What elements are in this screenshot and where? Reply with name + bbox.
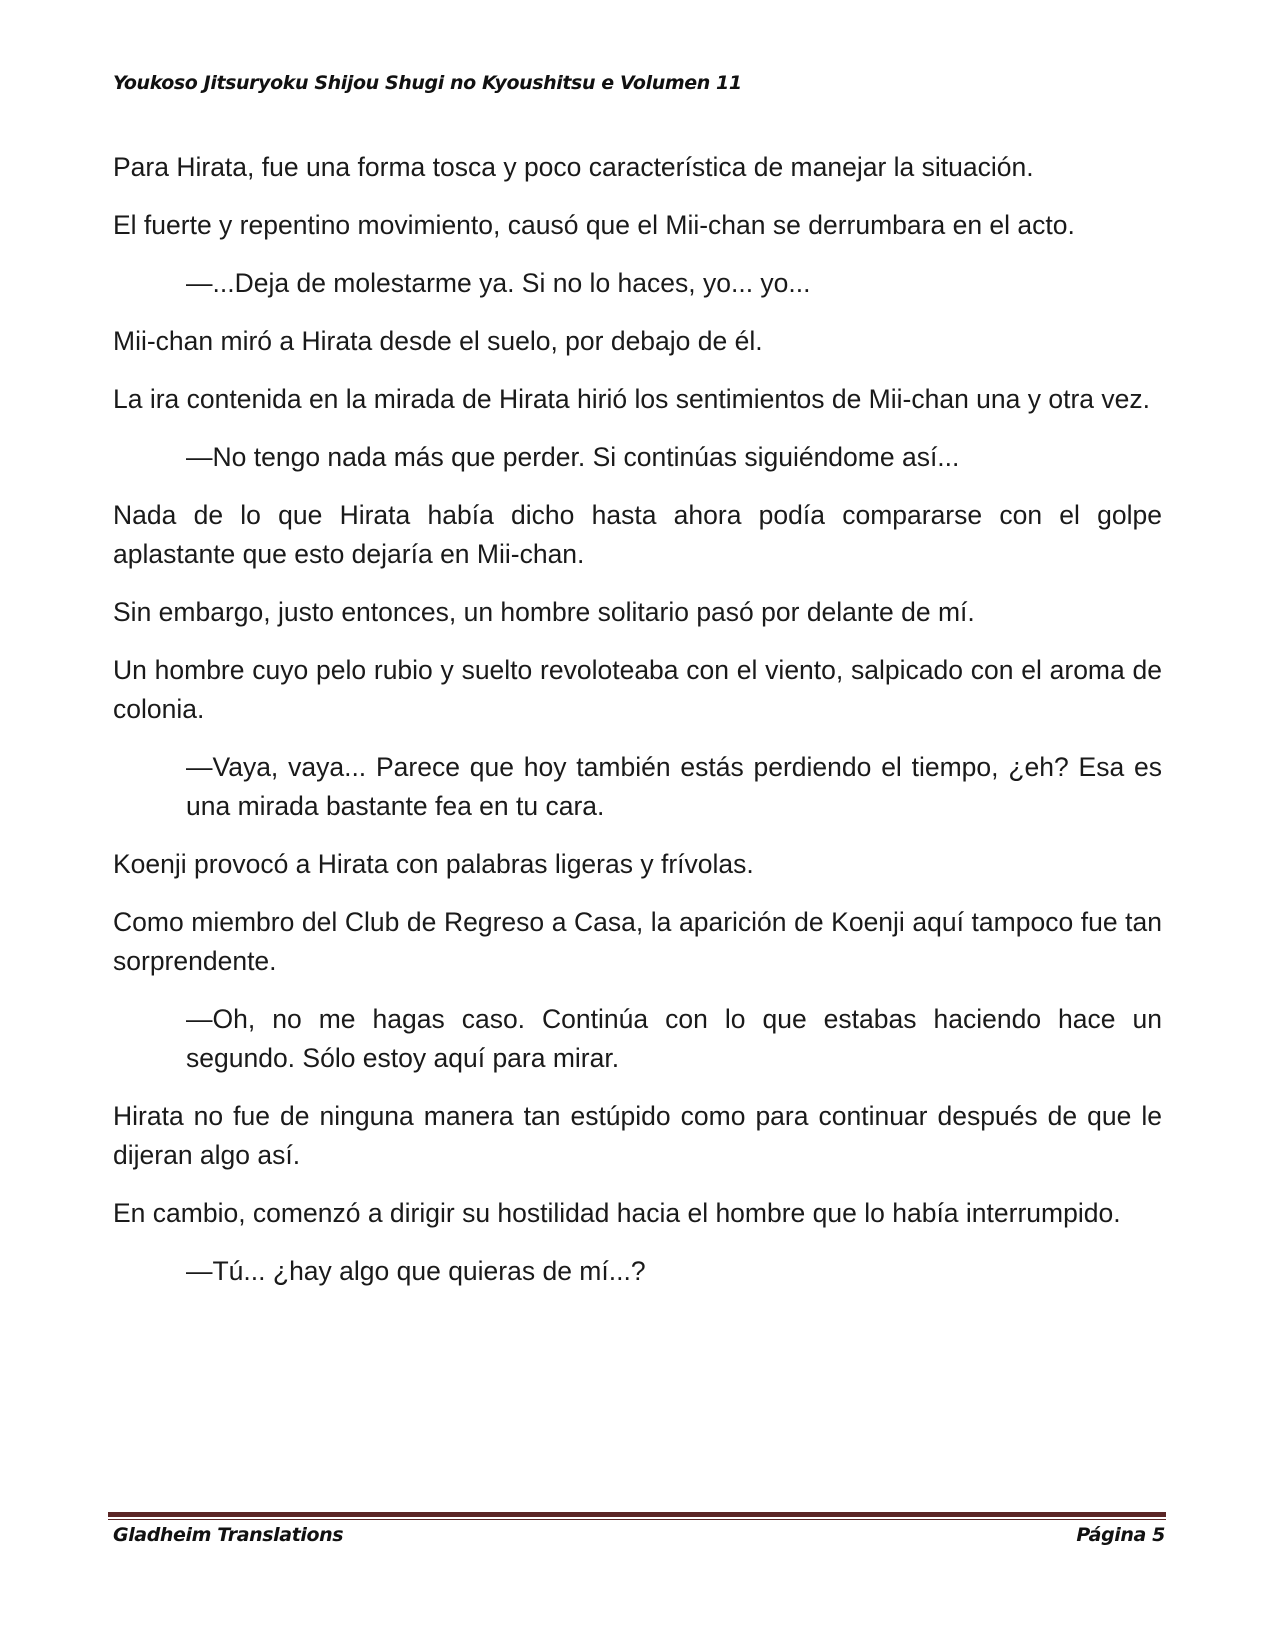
dialog-line: —Vaya, vaya... Parece que hoy también estás perdiendo el tiempo, ¿eh? Esa es una mirada bastante fea en tu cara. xyxy=(186,752,1162,821)
dialog-line: —No tengo nada más que perder. Si continúas siguiéndome así... xyxy=(186,442,960,472)
paragraph: El fuerte y repentino movimiento, causó que el Mii-chan se derrumbara en el acto. xyxy=(113,210,1075,240)
paragraph: Nada de lo que Hirata había dicho hasta ahora podía compararse con el golpe aplastante que esto dejaría en Mii-chan. xyxy=(113,500,1162,569)
footer-translator-credit: Gladheim Translations xyxy=(113,1524,344,1546)
dialog-line: —...Deja de molestarme ya. Si no lo haces, yo... yo... xyxy=(186,268,811,298)
paragraph: Hirata no fue de ninguna manera tan estúpido como para continuar después de que le dijeran algo así. xyxy=(113,1101,1162,1170)
footer-divider-thick xyxy=(108,1512,1166,1517)
paragraph: Sin embargo, justo entonces, un hombre solitario pasó por delante de mí. xyxy=(113,597,975,627)
footer-divider-thin xyxy=(108,1519,1166,1520)
paragraph: Como miembro del Club de Regreso a Casa, la aparición de Koenji aquí tampoco fue tan sorprendente. xyxy=(113,907,1162,976)
body-text xyxy=(113,148,1162,1310)
paragraph: Un hombre cuyo pelo rubio y suelto revoloteaba con el viento, salpicado con el aroma de colonia. xyxy=(113,655,1162,724)
dialog-line: —Oh, no me hagas caso. Continúa con lo que estabas haciendo hace un segundo. Sólo estoy aquí para mirar. xyxy=(186,1004,1162,1073)
footer-page-number: Página 5 xyxy=(1076,1524,1165,1546)
page-header-title: Youkoso Jitsuryoku Shijou Shugi no Kyoushitsu e Volumen 11 xyxy=(113,72,742,94)
dialog-line: —Tú... ¿hay algo que quieras de mí...? xyxy=(186,1256,646,1286)
paragraph: Mii-chan miró a Hirata desde el suelo, por debajo de él. xyxy=(113,326,763,356)
paragraph: La ira contenida en la mirada de Hirata hirió los sentimientos de Mii-chan una y otra vez. xyxy=(113,384,1150,414)
footer-divider xyxy=(108,1512,1166,1520)
paragraph: En cambio, comenzó a dirigir su hostilidad hacia el hombre que lo había interrumpido. xyxy=(113,1198,1121,1228)
paragraph: Para Hirata, fue una forma tosca y poco característica de manejar la situación. xyxy=(113,152,1034,182)
paragraph: Koenji provocó a Hirata con palabras ligeras y frívolas. xyxy=(113,849,754,879)
